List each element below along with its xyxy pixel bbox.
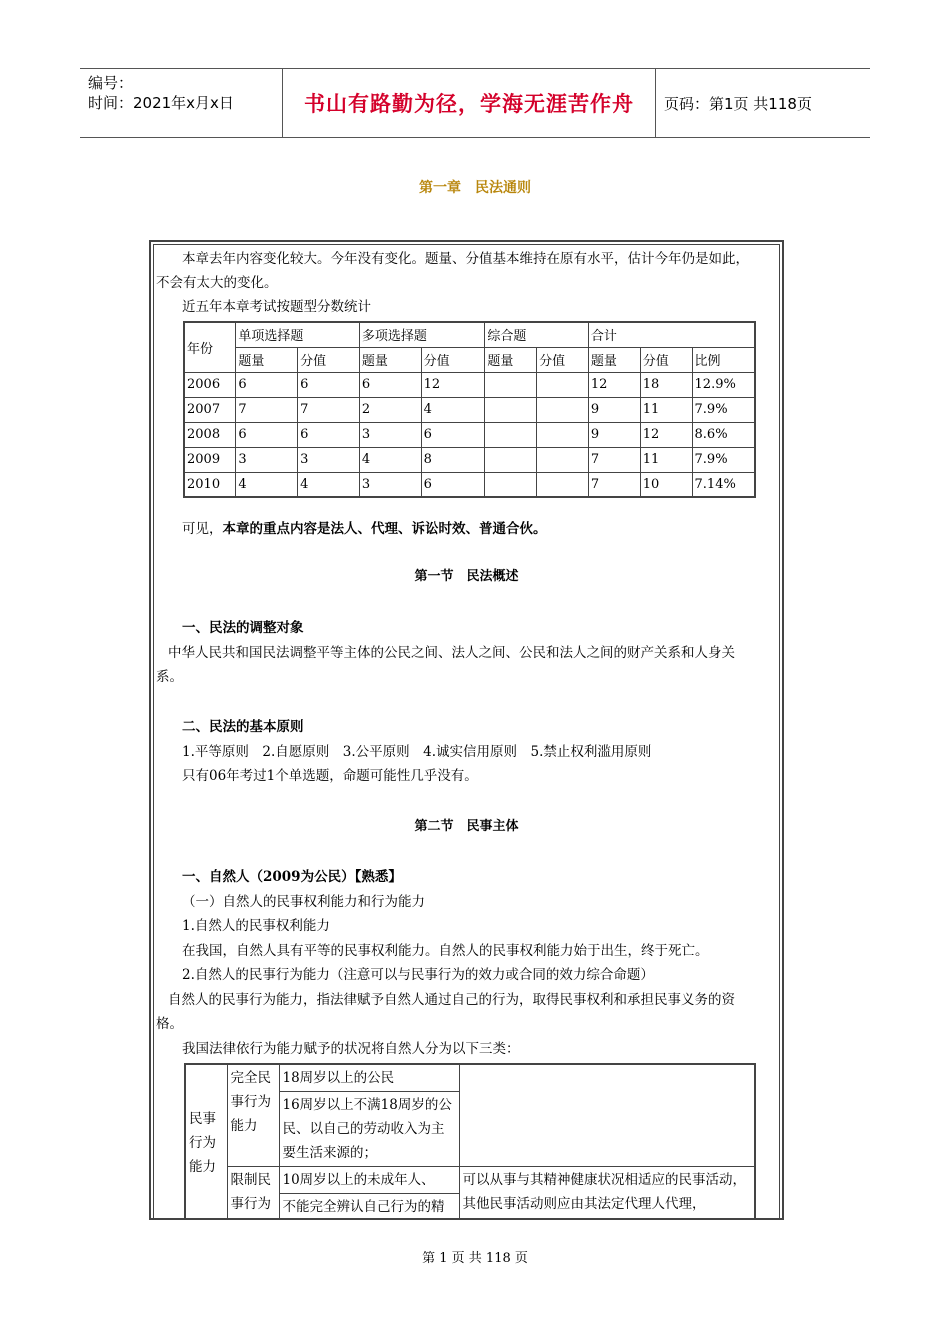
- stats-header-row: [184, 322, 755, 347]
- stats-cell: 6: [421, 422, 485, 447]
- item-2-lead: 我国法律依行为能力赋予的状况将自然人分为以下三类：: [182, 1041, 520, 1057]
- stats-cell: [485, 372, 537, 397]
- stats-row: [184, 372, 755, 397]
- stats-cell: 2: [359, 397, 421, 422]
- stats-cell: 3: [359, 422, 421, 447]
- stats-cell: [485, 472, 537, 497]
- stats-cell: 6: [359, 372, 421, 397]
- stats-cell: 7.9%: [692, 447, 755, 472]
- stats-cell: 11: [640, 447, 692, 472]
- intro-line-2: 不会有太大的变化。: [156, 275, 278, 291]
- stats-row: [184, 447, 755, 472]
- stats-cell: 3: [236, 447, 298, 472]
- conclusion: [182, 517, 547, 541]
- stats-cell: [485, 397, 537, 422]
- stats-cell: 7: [298, 397, 360, 422]
- stats-cell: 6: [236, 422, 298, 447]
- item-1-text: 在我国，自然人具有平等的民事权利能力。自然人的民事权利能力始于出生，终于死亡。: [182, 943, 709, 959]
- subheader: 比例: [692, 347, 755, 372]
- conclusion-prefix: 可见，: [182, 521, 223, 537]
- stats-cell: 3: [359, 472, 421, 497]
- stats-cell: 4: [236, 472, 298, 497]
- section-1-title: 第一节 民法概述: [414, 569, 519, 584]
- principles-list: 1.平等原则 2.自愿原则 3.公平原则 4.诚实信用原则 5.禁止权利滥用原则: [182, 744, 652, 760]
- section-1-heading-2: 二、民法的基本原则: [182, 719, 304, 735]
- stats-cell: 8: [421, 447, 485, 472]
- stats-cell: 7: [588, 447, 640, 472]
- stats-cell: 12: [588, 372, 640, 397]
- section-2-title: 第二节 民事主体: [414, 819, 519, 834]
- page-header: [80, 68, 870, 138]
- familiarity-tag: 【熟悉】: [354, 869, 402, 885]
- stats-row: [184, 472, 755, 497]
- stats-row: [184, 422, 755, 447]
- page-info: 页码：第1页 共118页: [664, 95, 812, 113]
- stats-cell: 12: [640, 422, 692, 447]
- stats-cell: 11: [640, 397, 692, 422]
- full-capacity-row: 18周岁以上的公民: [279, 1064, 459, 1092]
- stats-cell: 7: [588, 472, 640, 497]
- chapter-title: 第一章 民法通则: [419, 180, 531, 196]
- stats-cell: 12: [421, 372, 485, 397]
- capacity-root: 民事行为能力: [185, 1064, 227, 1220]
- motto: 书山有路勤为径，学海无涯苦作舟: [282, 69, 656, 137]
- stats-cell: 18: [640, 372, 692, 397]
- subheader: 题量: [485, 347, 537, 372]
- number-label: 编号：: [88, 74, 134, 92]
- stats-cell: 9: [588, 422, 640, 447]
- stats-cell: [537, 447, 589, 472]
- group-header: 综合题: [485, 322, 589, 347]
- stats-cell: [485, 422, 537, 447]
- principles-note: 只有06年考过1个单选题，命题可能性几乎没有。: [182, 768, 478, 784]
- stats-cell: 9: [588, 397, 640, 422]
- page-footer: 第 1 页 共 118 页: [422, 1251, 528, 1266]
- group-header: 合计: [588, 322, 755, 347]
- stats-table: [183, 321, 756, 498]
- stats-cell: [537, 397, 589, 422]
- content-frame: [149, 240, 784, 1220]
- stats-cell: 7: [236, 397, 298, 422]
- year-header: 年份: [184, 322, 236, 372]
- stats-cell: 6: [421, 472, 485, 497]
- year-cell: 2009: [184, 447, 236, 472]
- stats-cell: 10: [640, 472, 692, 497]
- stats-cell: [537, 372, 589, 397]
- limited-capacity-row: 10周岁以上的未成年人、: [279, 1167, 459, 1194]
- subheader: 分值: [537, 347, 589, 372]
- stats-cell: 4: [298, 472, 360, 497]
- stats-row: [184, 397, 755, 422]
- stats-cell: 6: [298, 422, 360, 447]
- full-capacity-label: 完全民事行为能力: [227, 1064, 279, 1167]
- stats-cell: [537, 472, 589, 497]
- limited-capacity-label: 限制民事行为: [227, 1167, 279, 1221]
- stats-cell: 12.9%: [692, 372, 755, 397]
- time-label: 时间：2021年x月x日: [88, 94, 234, 112]
- year-cell: 2008: [184, 422, 236, 447]
- section-1-heading-1: 一、民法的调整对象: [182, 620, 304, 636]
- group-header: 多项选择题: [359, 322, 484, 347]
- subsection-1: （一）自然人的民事权利能力和行为能力: [182, 894, 425, 910]
- group-header: 单项选择题: [236, 322, 359, 347]
- content-inner: [153, 244, 780, 1218]
- conclusion-key-points: 本章的重点内容是法人、代理、诉讼时效、普通合伙。: [222, 521, 547, 537]
- stats-cell: [485, 447, 537, 472]
- full-capacity-row: 16周岁以上不满18周岁的公民、以自己的劳动收入为主要生活来源的；: [279, 1092, 459, 1167]
- subheader: 题量: [236, 347, 298, 372]
- stats-cell: 7.9%: [692, 397, 755, 422]
- limited-capacity-row: 不能完全辨认自己行为的精: [279, 1194, 459, 1221]
- header-meta: [88, 73, 234, 113]
- year-cell: 2006: [184, 372, 236, 397]
- item-1-title: 1.自然人的民事权利能力: [182, 918, 330, 934]
- stats-cell: 4: [359, 447, 421, 472]
- natural-person-heading: 一、自然人（2009为公民）: [182, 869, 355, 885]
- stats-cell: 4: [421, 397, 485, 422]
- stats-body: [184, 372, 755, 497]
- section-1-para-1: 中华人民共和国民法调整平等主体的公民之间、法人之间、公民和法人之间的财产关系和人身关: [168, 645, 735, 661]
- subheader: 分值: [640, 347, 692, 372]
- section-1-para-1-cont: 系。: [156, 669, 183, 685]
- year-cell: 2007: [184, 397, 236, 422]
- stats-subheader-row: [184, 347, 755, 372]
- stats-cell: 6: [298, 372, 360, 397]
- subheader: 分值: [298, 347, 360, 372]
- stats-cell: 6: [236, 372, 298, 397]
- subheader: 分值: [421, 347, 485, 372]
- item-2-title: 2.自然人的民事行为能力（注意可以与民事行为的效力或合同的效力综合命题）: [182, 967, 654, 983]
- stats-cell: [537, 422, 589, 447]
- stats-cell: 7.14%: [692, 472, 755, 497]
- subheader: 题量: [359, 347, 421, 372]
- section-2-heading-1: [182, 865, 402, 889]
- table-caption: 近五年本章考试按题型分数统计: [182, 299, 371, 315]
- item-2-line-2: 格。: [156, 1016, 183, 1032]
- capacity-table: [184, 1063, 756, 1220]
- full-capacity-desc: [459, 1064, 755, 1167]
- intro-line-1: 本章去年内容变化较大。今年没有变化。题量、分值基本维持在原有水平，估计今年仍是如此，: [182, 251, 749, 267]
- stats-cell: 8.6%: [692, 422, 755, 447]
- limited-capacity-desc: 可以从事与其精神健康状况相适应的民事活动，其他民事活动则应由其法定代理人代理，: [459, 1167, 755, 1221]
- subheader: 题量: [588, 347, 640, 372]
- stats-cell: 3: [298, 447, 360, 472]
- year-cell: 2010: [184, 472, 236, 497]
- item-2-line-1: 自然人的民事行为能力，指法律赋予自然人通过自己的行为，取得民事权利和承担民事义务的资: [168, 992, 735, 1008]
